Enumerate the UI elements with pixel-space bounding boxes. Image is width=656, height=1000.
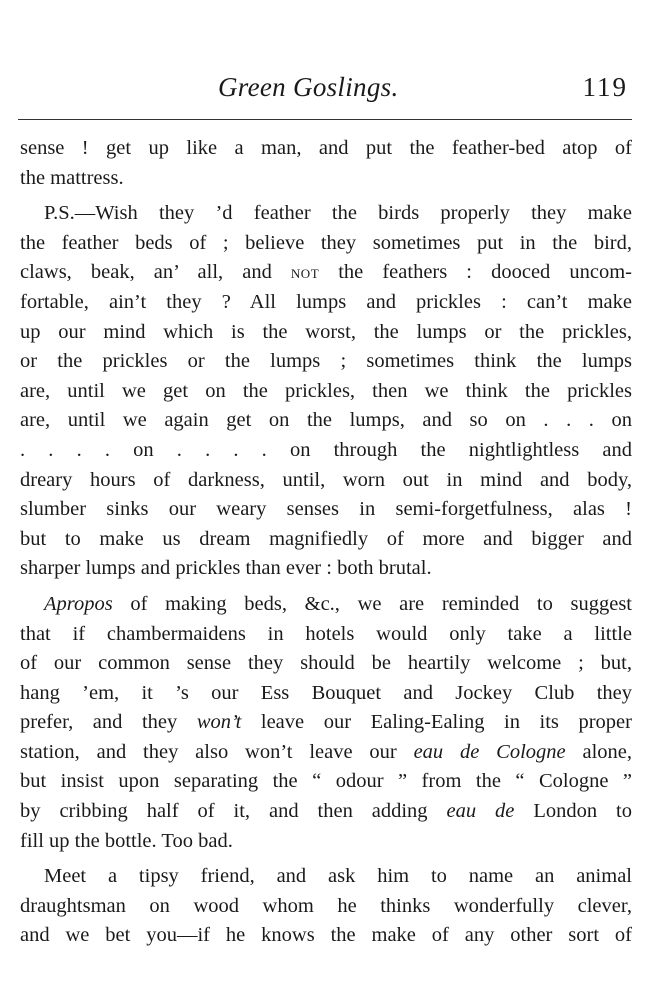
text-line: sense ! get up like a man, and put the feather-bed atop of: [20, 137, 632, 159]
text-line: and we bet you—if he knows the make of any other sort of: [20, 924, 632, 947]
text-line: up our mind which is the worst, the lumps or the prickles,: [20, 320, 632, 343]
text-line: by cribbing half of it, and then adding eau de London to: [20, 800, 633, 823]
text-line: dreary hours of darkness, until, worn out in mind and body,: [20, 468, 632, 491]
italic-wont: won’t: [196, 711, 242, 734]
text-line: hang ’em, it ’s our Ess Bouquet and Jockey Club they: [20, 681, 632, 704]
text-line: station, and they also won’t leave our eau de Cologne alone,: [20, 740, 632, 763]
text-line: draughtsman on wood whom he thinks wonderfully clever,: [20, 894, 632, 917]
text-line: . . . . on . . . . on through the nightlightless and: [20, 438, 632, 461]
text-line: claws, beak, an’ all, and not the feathers : dooced uncom-: [20, 261, 632, 284]
page-number: 119: [582, 72, 628, 102]
text-line: that if chambermaidens in hotels would only take a little: [20, 622, 632, 645]
text-line: are, until we get on the prickles, then we think the prickles: [20, 379, 632, 402]
text-line: of our common sense they should be heartily welcome ; but,: [20, 652, 632, 675]
text-line: but to make us dream magnifiedly of more and bigger and: [20, 527, 632, 550]
text-line: fill up the bottle. Too bad.: [20, 829, 233, 852]
text-line: P.S.—Wish they ’d feather the birds properly they make: [44, 202, 632, 225]
body-text: [20, 134, 632, 951]
italic-eau-de-cologne: eau de Cologne: [413, 740, 566, 763]
header-rule: [18, 119, 632, 120]
text-line: the mattress.: [20, 166, 124, 189]
text-line: fortable, ain’t they ? All lumps and prickles : can’t make: [20, 290, 632, 313]
small-caps-not: not: [290, 262, 320, 283]
text-line: or the prickles or the lumps ; sometimes think the lumps: [20, 350, 632, 373]
text-line: Meet a tipsy friend, and ask him to name an animal: [44, 865, 632, 888]
running-title: Green Goslings.: [218, 72, 399, 102]
text-line: but insist upon separating the “ odour ” from the “ Cologne ”: [20, 770, 632, 793]
text-line: are, until we again get on the lumps, and so on . . . on: [20, 409, 632, 432]
italic-eau-de: eau de: [446, 800, 515, 823]
running-head: [0, 72, 656, 112]
italic-apropos: Apropos: [44, 592, 113, 615]
text-line: sharper lumps and prickles than ever : both brutal.: [20, 557, 432, 580]
text-line: the feather beds of ; believe they sometimes put in the bird,: [20, 231, 632, 254]
text-line: prefer, and they won’t leave our Ealing-Ealing in its proper: [20, 711, 632, 734]
text-line: slumber sinks our weary senses in semi-forgetfulness, alas !: [20, 498, 632, 521]
text-line: Apropos of making beds, &c., we are reminded to suggest: [44, 592, 632, 615]
